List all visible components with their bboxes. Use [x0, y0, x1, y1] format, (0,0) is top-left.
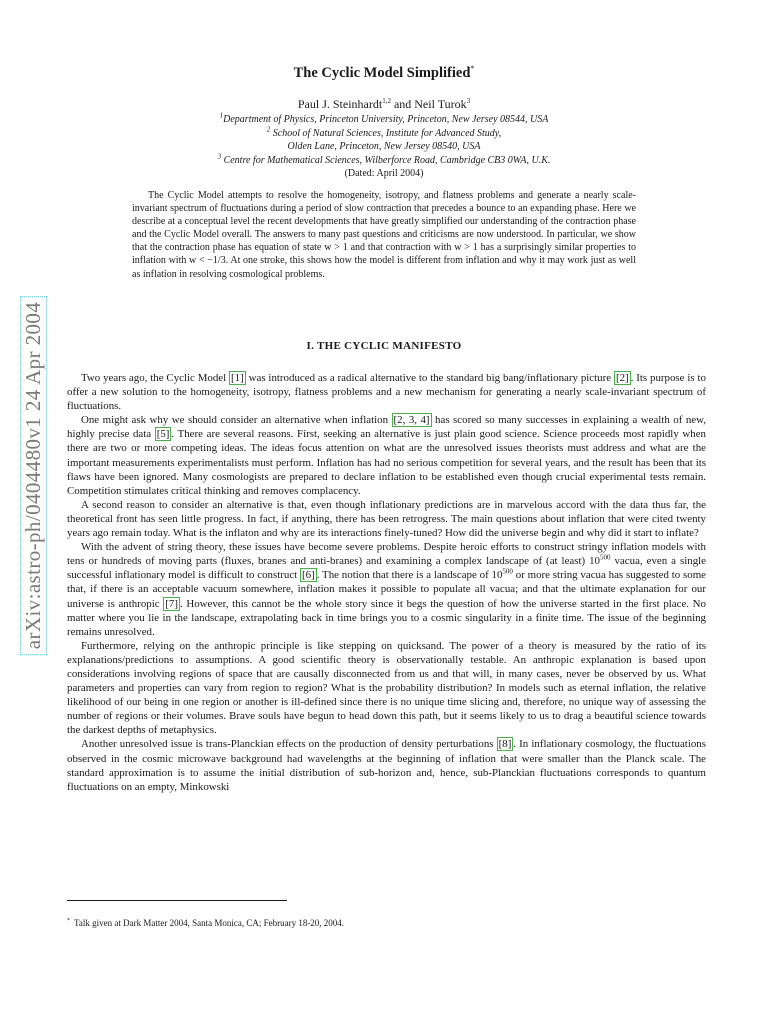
citation-link[interactable]: [8]	[498, 738, 512, 751]
author-list	[0, 97, 768, 112]
affiliations	[0, 113, 768, 181]
citation-link[interactable]: [2]	[615, 372, 629, 384]
author-turok-affil: 3	[466, 97, 471, 105]
footnote-mark: *	[67, 918, 70, 924]
section-heading: I. THE CYCLIC MANIFESTO	[306, 340, 462, 352]
author-steinhardt-affil: 1,2	[382, 97, 391, 105]
footnote-text: Talk given at Dark Matter 2004, Santa Monica, CA; February 18-20, 2004.	[74, 918, 345, 928]
citation-link[interactable]: [5]	[156, 428, 170, 441]
affiliation-line: Olden Lane, Princeton, New Jersey 08540, USA	[287, 141, 481, 152]
paragraph: Two years ago, the Cyclic Model [1] was introduced as a radical alternative to the standard big bang/inflationary picture [2] . Its purpose is to offer a new solution to the homogeneity, isotropy, flatness problems and a new mechanism for generating a nearly scale-invariant spectrum of fluctuations.	[67, 372, 706, 413]
footnote	[67, 918, 344, 928]
author-steinhardt: Paul J. Steinhardt	[297, 97, 383, 111]
paper-title	[0, 65, 768, 82]
paragraph: With the advent of string theory, these issues have become severe problems. Despite heroic efforts to construct stringy inflation models with tens or hundreds of moving parts (fluxes, branes and anti-branes) and examining a complex landscape of (at least) $10^{500}$ vacua, even a single successful inflationary model is difficult to construct [6] . The notion that there is a landscape of $10^{500}$ or more string vacua has suggested to some that, if there is an acceptable vacuum somewhere, inflation makes it possible to populate all vacua; and that the ultimate explanation for our universe is anthropic [7] . However, this cannot be the whole story since it begs the question of how the universe started in the first place. No matter where you lie in the landscape, extrapolating back in time brings you to a cosmic singularity in a finite time. The issue of the beginning remains unresolved.	[67, 541, 706, 638]
title-footnote-mark: *	[470, 64, 475, 74]
paragraph: Furthermore, relying on the anthropic principle is like stepping on quicksand. The power of a theory is measured by the ratio of its explanations/predictions to assumptions. A good scientific theory is observationally testable. An anthropic explanation is based upon considerations involving regions of space that are causally disconnected from us and that will, in many cases, never be observed by us. What parameters and properties can vary from region to region? What is the probability distribution? In models such as eternal inflation, the relative likelihood of our being in one region or another is ill-defined since there is no unique time slicing and, therefore, no unique way of assessing the number of regions or their volumes. Brave souls have begun to head down this path, but it seems likely to us to drag a beautiful science towards the darkest depths of metaphysics.	[67, 639, 706, 737]
body-text	[67, 371, 706, 794]
author-turok: Neil Turok	[414, 97, 467, 111]
citation-link[interactable]: [2, 3, 4]	[393, 414, 430, 427]
citation-link[interactable]: [6]	[302, 569, 315, 582]
paragraph: Another unresolved issue is trans-Planckian effects on the production of density perturbations [8] . In inflationary cosmology, the fluctuations observed in the cosmic microwave background had wavelengths at the beginning of inflation that were smaller than the Planck scale. The standard approximation is to assume the initial distribution of sub-horizon and, hence, sub-Planckian fluctuations corresponds to quantum fluctuations on an empty, Minkowski	[67, 738, 706, 793]
affiliation-line: $^2$ School of Natural Sciences, Institute for Advanced Study,	[266, 125, 502, 139]
arxiv-stamp	[10, 265, 58, 685]
abstract: The Cyclic Model attempts to resolve the homogeneity, isotropy, and flatness problems and generate a nearly scale-invariant spectrum of fluctuations during a period of slow contraction that precedes a bounce to an expanding phase. Here we describe at a conceptual level the recent developments that have greatly simplified our understanding of the contraction phase and the Cyclic Model overall. The answers to many past questions and criticisms are now understood. In particular, we show that the contraction phase has equation of state w > 1 and that contraction with w > 1 has a surprisingly similar properties to inflation with w < −1/3. At one stroke, this shows how the model is different from inflation and why it may work just as well as inflation in resolving cosmological problems.	[132, 190, 636, 280]
citation-link[interactable]: [1]	[231, 372, 244, 384]
author-conjunction: and	[393, 97, 412, 111]
footnote-rule	[67, 900, 287, 901]
citation-link[interactable]: [7]	[165, 597, 178, 610]
paragraph: A second reason to consider an alternative is that, even though inflationary predictions are in marvelous accord with the data thus far, the theoretical front has seen little progress. In fact, if anything, there has been retrogress. The main questions about inflation that were cited twenty years ago remain today. What is the inflaton and why are its interactions finely-tuned? How did the universe begin and why did it start to inflate?	[67, 498, 706, 540]
affiliation-line: $^3$ Centre for Mathematical Sciences, Wilberforce Road, Cambridge CB3 0WA, U.K.	[217, 152, 551, 166]
title-text: The Cyclic Model Simplified	[293, 65, 471, 81]
arxiv-identifier[interactable]: arXiv:astro-ph/0404480v1 24 Apr 2004	[21, 295, 48, 654]
paragraph: One might ask why we should consider an alternative when inflation [2, 3, 4] has scored so many successes in explaining a wealth of new, highly precise data [5] . There are several reasons. First, seeking an alternative is just plain good science. Science proceeds most rapidly when there are two or more competing ideas. The ideas focus attention on what are the unresolved issues theorists must address and what are the important measurements experimentalists must perform. Inflation has had no serious competition for several years, and the result has been that its flaws have been ignored. Many cosmologists are prepared to declare inflation to be established even though crucial experimental tests remain. Competition stimulates critical thinking and removes complacency.	[67, 414, 707, 497]
date-line: (Dated: April 2004)	[344, 168, 424, 179]
affiliation-line: $^1$Department of Physics, Princeton University, Princeton, New Jersey 08544, USA	[219, 111, 549, 125]
